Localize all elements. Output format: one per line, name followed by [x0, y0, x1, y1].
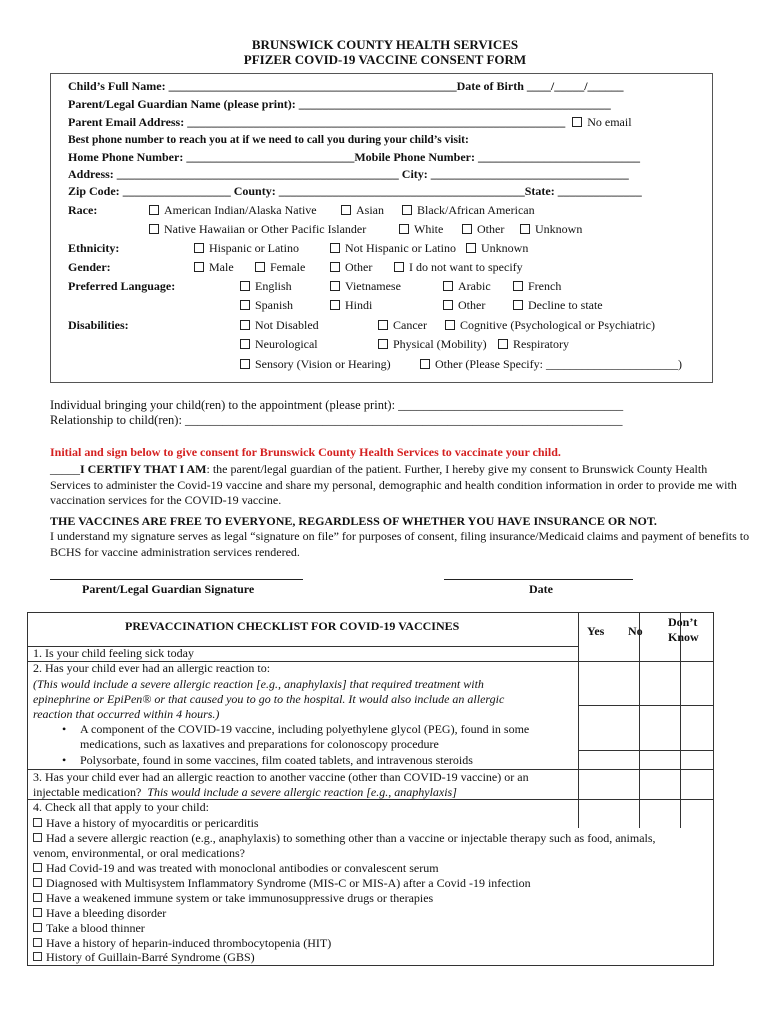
- language-checkbox-icon[interactable]: [240, 281, 250, 291]
- question-2-note: epinephrine or EpiPen® or that caused you to go to the hospital. It would also include an allergic: [33, 692, 505, 706]
- guardian-field[interactable]: ____________________________________________________: [298, 97, 611, 111]
- language-checkbox-icon[interactable]: [330, 281, 340, 291]
- q4-checkbox-icon[interactable]: [33, 878, 42, 887]
- q4-option[interactable]: [33, 861, 439, 877]
- gender-label: Gender:: [68, 260, 111, 274]
- language-checkbox-icon[interactable]: [513, 300, 523, 310]
- home-phone-label: Home Phone Number:: [68, 150, 184, 164]
- disability-option[interactable]: [240, 318, 319, 334]
- free-vaccine-notice: THE VACCINES ARE FREE TO EVERYONE, REGARDLESS OF WHETHER YOU HAVE INSURANCE OR NOT.: [50, 514, 657, 528]
- row-divider: [578, 661, 713, 662]
- q4-option-label: Have a history of myocarditis or pericarditis: [46, 816, 259, 830]
- gender-option[interactable]: [255, 260, 305, 276]
- gender-option-label: I do not want to specify: [409, 260, 523, 274]
- q4-checkbox-icon[interactable]: [33, 863, 42, 872]
- zip-label: Zip Code:: [68, 184, 120, 198]
- q4-option[interactable]: [33, 816, 259, 832]
- address-field[interactable]: _______________________________________________: [116, 167, 399, 181]
- certify-text: : the parent/legal guardian of the patient. Further, I hereby give my consent to Brunswick County Health Services to administer the Covid-19 vaccine and share my personal, demographic and health condition information in order to provide me with vaccination services for the COVID-19 vaccine.: [50, 462, 737, 508]
- disability-option-label: Neurological: [255, 337, 318, 351]
- language-checkbox-icon[interactable]: [443, 300, 453, 310]
- signature-label: Parent/Legal Guardian Signature: [82, 582, 255, 596]
- race-option-label: Native Hawaiian or Other Pacific Islander: [164, 222, 367, 236]
- language-option-label: French: [528, 279, 562, 293]
- child-name-field[interactable]: ________________________________________________: [168, 79, 457, 93]
- question-3-text: injectable medication?: [33, 785, 142, 799]
- no-email-label: No email: [587, 115, 632, 129]
- column-divider: [639, 613, 640, 828]
- guardian-row: [68, 97, 611, 113]
- q4-option-label: Have a history of heparin-induced thrombocytopenia (HIT): [46, 936, 332, 950]
- gender-option-label: Other: [345, 260, 373, 274]
- email-label: Parent Email Address:: [68, 115, 185, 129]
- language-checkbox-icon[interactable]: [443, 281, 453, 291]
- consent-instruction: Initial and sign below to give consent for Brunswick County Health Services to vaccinate your child.: [50, 445, 561, 459]
- signature-line[interactable]: [50, 579, 303, 580]
- no-email-checkbox[interactable]: [572, 117, 582, 127]
- individual-bringing-field[interactable]: Individual bringing your child(ren) to the appointment (please print): ____________________________________: [50, 398, 624, 412]
- race-checkbox-icon[interactable]: [462, 224, 472, 234]
- language-option[interactable]: [443, 279, 491, 295]
- email-field[interactable]: _______________________________________________________________: [187, 115, 566, 129]
- child-name-row: [68, 79, 624, 95]
- language-option[interactable]: [330, 298, 372, 314]
- race-checkbox-icon[interactable]: [341, 205, 351, 215]
- race-option[interactable]: [341, 203, 384, 219]
- ethnicity-option[interactable]: [330, 241, 456, 257]
- disability-option-label: Not Disabled: [255, 318, 319, 332]
- state-field[interactable]: ______________: [557, 184, 642, 198]
- q4-checkbox-icon[interactable]: [33, 818, 42, 827]
- ethnicity-option-label: Not Hispanic or Latino: [345, 241, 456, 255]
- q4-option[interactable]: [33, 891, 433, 907]
- guardian-label: Parent/Legal Guardian Name (please print):: [68, 97, 296, 111]
- question-3-cont: [33, 785, 457, 801]
- row-divider: [578, 750, 713, 751]
- race-option-label: Unknown: [535, 222, 583, 236]
- city-field[interactable]: _________________________________: [430, 167, 629, 181]
- initial-field[interactable]: _____: [50, 462, 80, 476]
- col-yes-header: Yes: [587, 624, 605, 638]
- race-checkbox-icon[interactable]: [149, 205, 159, 215]
- disability-option[interactable]: [445, 318, 655, 334]
- row-divider: [578, 705, 713, 706]
- race-checkbox-icon[interactable]: [149, 224, 159, 234]
- disability-checkbox-icon[interactable]: [378, 339, 388, 349]
- question-2-note: (This would include a severe allergic reaction [e.g., anaphylaxis] that required treatment with: [33, 677, 484, 691]
- q4-option[interactable]: [33, 950, 255, 966]
- disability-option-label: Sensory (Vision or Hearing): [255, 357, 391, 371]
- race-option[interactable]: [462, 222, 504, 238]
- race-option[interactable]: [520, 222, 582, 238]
- form-title-line1: BRUNSWICK COUNTY HEALTH SERVICES: [251, 37, 519, 52]
- language-option[interactable]: [330, 279, 401, 295]
- q4-option-cont: venom, environmental, or oral medications?: [33, 846, 245, 860]
- address-row: [68, 167, 629, 183]
- home-phone-field[interactable]: ____________________________: [186, 150, 355, 164]
- question-3-note: This would include a severe allergic reaction [e.g., anaphylaxis]: [147, 785, 457, 799]
- ethnicity-label: Ethnicity:: [68, 241, 120, 255]
- gender-checkbox-icon[interactable]: [330, 262, 340, 272]
- q4-checkbox-icon[interactable]: [33, 952, 42, 961]
- race-option[interactable]: [149, 222, 366, 238]
- race-option-label: Other: [477, 222, 505, 236]
- date-line[interactable]: [444, 579, 633, 580]
- dob-label: Date of Birth: [456, 79, 524, 93]
- race-option-label: Asian: [356, 203, 384, 217]
- question-2-bullet: medications, such as laxatives and preparations for colonoscopy procedure: [80, 737, 439, 751]
- gender-option[interactable]: [194, 260, 234, 276]
- q4-option-label: History of Guillain-Barré Syndrome (GBS): [46, 950, 255, 964]
- state-label: State:: [524, 184, 555, 198]
- q4-checkbox-icon[interactable]: [33, 908, 42, 917]
- gender-checkbox-icon[interactable]: [255, 262, 265, 272]
- question-2-note: reaction that occurred within 4 hours.): [33, 707, 220, 721]
- q4-option[interactable]: [33, 876, 531, 892]
- disability-option-label: Cognitive (Psychological or Psychiatric): [460, 318, 655, 332]
- disability-option[interactable]: [378, 318, 427, 334]
- race-option[interactable]: [402, 203, 535, 219]
- disability-option[interactable]: [420, 357, 682, 373]
- mobile-phone-label: Mobile Phone Number:: [354, 150, 475, 164]
- ethnicity-option[interactable]: [194, 241, 299, 257]
- col-no-header: No: [628, 624, 643, 638]
- race-option-label: White: [414, 222, 444, 236]
- q4-checkbox-icon[interactable]: [33, 833, 42, 842]
- language-option-label: Arabic: [458, 279, 491, 293]
- q4-checkbox-icon[interactable]: [33, 938, 42, 947]
- address-label: Address:: [68, 167, 114, 181]
- bullet-dot-icon: •: [62, 753, 67, 767]
- best-phone-note: Best phone number to reach you at if we need to call you during your child’s visit:: [68, 134, 469, 146]
- q4-option-label: Had a severe allergic reaction (e.g., anaphylaxis) to something other than a vaccine or injectable therapy such as food, animals,: [46, 831, 656, 845]
- city-label: City:: [401, 167, 428, 181]
- gender-checkbox-icon[interactable]: [394, 262, 404, 272]
- disability-option-label: Other (Please Specify: ______________________): [435, 357, 682, 371]
- language-option[interactable]: [443, 298, 485, 314]
- q4-option-label: Had Covid-19 and was treated with monoclonal antibodies or convalescent serum: [46, 861, 439, 875]
- language-checkbox-icon[interactable]: [513, 281, 523, 291]
- disability-option[interactable]: [240, 337, 318, 353]
- checklist-title: PREVACCINATION CHECKLIST FOR COVID-19 VACCINES: [125, 619, 460, 633]
- disability-option[interactable]: [498, 337, 569, 353]
- relationship-field[interactable]: Relationship to child(ren): ______________________________________________________________________: [50, 413, 623, 427]
- disability-option[interactable]: [240, 357, 391, 373]
- disability-checkbox-icon[interactable]: [420, 359, 430, 369]
- language-option-label: English: [255, 279, 292, 293]
- col-dont-know-header-line2: Know: [668, 630, 699, 644]
- mobile-phone-field[interactable]: ___________________________: [477, 150, 640, 164]
- race-checkbox-icon[interactable]: [399, 224, 409, 234]
- language-option-label: Other: [458, 298, 486, 312]
- language-option[interactable]: [513, 298, 603, 314]
- gender-checkbox-icon[interactable]: [194, 262, 204, 272]
- q4-option-label: Diagnosed with Multisystem Inflammatory Syndrome (MIS-C or MIS-A) after a Covid -19 infection: [46, 876, 531, 890]
- email-row: [68, 115, 632, 131]
- ethnicity-option-label: Unknown: [481, 241, 529, 255]
- county-label: County:: [233, 184, 276, 198]
- language-option-label: Decline to state: [528, 298, 603, 312]
- child-name-label: Child’s Full Name:: [68, 79, 166, 93]
- language-option-label: Vietnamese: [345, 279, 401, 293]
- language-option-label: Hindi: [345, 298, 373, 312]
- gender-option-label: Male: [209, 260, 234, 274]
- question-1: 1. Is your child feeling sick today: [33, 646, 194, 660]
- disability-checkbox-icon[interactable]: [240, 359, 250, 369]
- language-checkbox-icon[interactable]: [240, 300, 250, 310]
- disability-checkbox-icon[interactable]: [445, 320, 455, 330]
- form-title-line2: PFIZER COVID-19 VACCINE CONSENT FORM: [243, 52, 527, 67]
- language-option[interactable]: [513, 279, 561, 295]
- disability-option-label: Cancer: [393, 318, 427, 332]
- language-label: Preferred Language:: [68, 279, 176, 293]
- race-option-label: American Indian/Alaska Native: [164, 203, 317, 217]
- race-option-label: Black/African American: [417, 203, 535, 217]
- language-option-label: Spanish: [255, 298, 294, 312]
- gender-option-label: Female: [270, 260, 306, 274]
- disability-option-label: Respiratory: [513, 337, 569, 351]
- county-field[interactable]: _________________________________________: [278, 184, 525, 198]
- q4-option-label: Take a blood thinner: [46, 921, 145, 935]
- ethnicity-checkbox-icon[interactable]: [466, 243, 476, 253]
- language-checkbox-icon[interactable]: [330, 300, 340, 310]
- ethnicity-checkbox-icon[interactable]: [194, 243, 204, 253]
- bullet-dot-icon: •: [62, 722, 67, 736]
- disabilities-label: Disabilities:: [68, 318, 129, 332]
- disability-option[interactable]: [378, 337, 487, 353]
- question-2: 2. Has your child ever had an allergic reaction to:: [33, 661, 271, 675]
- certify-heading: I CERTIFY THAT I AM: [80, 462, 207, 476]
- disability-option-label: Physical (Mobility): [393, 337, 487, 351]
- race-checkbox-icon[interactable]: [520, 224, 530, 234]
- column-divider: [578, 613, 579, 828]
- q4-checkbox-icon[interactable]: [33, 893, 42, 902]
- question-4: 4. Check all that apply to your child:: [33, 800, 209, 814]
- q4-option-label: Have a weakened immune system or take immunosuppressive drugs or therapies: [46, 891, 434, 905]
- disability-checkbox-icon[interactable]: [240, 320, 250, 330]
- dob-field[interactable]: ____/_____/______: [526, 79, 624, 93]
- signature-statement: I understand my signature serves as legal “signature on file” for purposes of consent, filing insurance/Medicaid claims and payment of benefits to BCHS for vaccine administration services rendered.: [50, 529, 750, 559]
- race-label: Race:: [68, 203, 98, 217]
- question-2-bullet: Polysorbate, found in some vaccines, film coated tablets, and intravenous steroids: [80, 753, 473, 767]
- ethnicity-option[interactable]: [466, 241, 528, 257]
- ethnicity-option-label: Hispanic or Latino: [209, 241, 299, 255]
- q4-option-label: Have a bleeding disorder: [46, 906, 167, 920]
- question-2-bullet: A component of the COVID-19 vaccine, including polyethylene glycol (PEG), found in some: [80, 722, 530, 736]
- q4-option[interactable]: [33, 921, 145, 937]
- col-dont-know-header-line1: Don’t: [668, 615, 698, 629]
- gender-option[interactable]: [330, 260, 372, 276]
- gender-option[interactable]: [394, 260, 523, 276]
- ethnicity-checkbox-icon[interactable]: [330, 243, 340, 253]
- phone-row: [68, 150, 640, 166]
- question-3: 3. Has your child ever had an allergic reaction to another vaccine (other than COVID-19 vaccine) or an: [33, 770, 529, 784]
- disability-checkbox-icon[interactable]: [240, 339, 250, 349]
- q4-option[interactable]: [33, 831, 656, 847]
- certify-paragraph: [50, 462, 750, 509]
- disability-checkbox-icon[interactable]: [498, 339, 508, 349]
- date-label: Date: [529, 582, 553, 596]
- q4-option[interactable]: [33, 906, 166, 922]
- race-option[interactable]: [149, 203, 317, 219]
- language-option[interactable]: [240, 298, 293, 314]
- race-option[interactable]: [399, 222, 443, 238]
- race-checkbox-icon[interactable]: [402, 205, 412, 215]
- zip-field[interactable]: __________________: [122, 184, 231, 198]
- disability-checkbox-icon[interactable]: [378, 320, 388, 330]
- language-option[interactable]: [240, 279, 292, 295]
- q4-checkbox-icon[interactable]: [33, 923, 42, 932]
- zip-row: [68, 184, 642, 200]
